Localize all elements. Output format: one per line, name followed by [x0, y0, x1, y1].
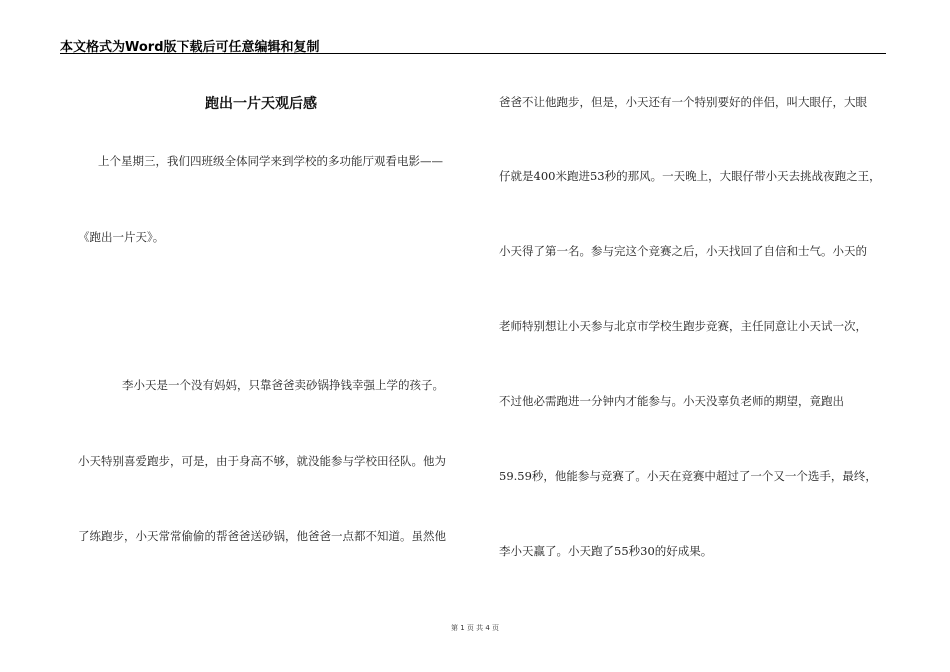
right-paragraph-line: 不过他必需跑进一分钟内才能参与。小天没辜负老师的期望，竟跑出	[499, 394, 844, 408]
article-title: 跑出一片天观后感	[205, 96, 317, 112]
header-divider	[60, 53, 886, 54]
right-paragraph-line: 仔就是400米跑进53秒的那风。一天晚上，大眼仔带小天去挑战夜跑之王，	[499, 169, 881, 183]
right-paragraph-line: 爸爸不让他跑步，但是，小天还有一个特别要好的伴侣，叫大眼仔，大眼	[499, 95, 867, 109]
left-paragraph-line: 上个星期三，我们四班级全体同学来到学校的多功能厅观看电影——	[98, 154, 443, 168]
page-footer: 第 1 页 共 4 页	[450, 624, 500, 632]
document-header: 本文格式为Word版下载后可任意编辑和复制	[60, 40, 320, 55]
left-paragraph-line: 小天特别喜爱跑步，可是，由于身高不够，就没能参与学校田径队。他为	[78, 454, 446, 468]
right-paragraph-line: 李小天赢了。小天跑了55秒30的好成果。	[499, 544, 713, 558]
right-paragraph-line: 小天得了第一名。参与完这个竞赛之后，小天找回了自信和士气。小天的	[499, 244, 867, 258]
left-paragraph-line: 李小天是一个没有妈妈，只靠爸爸卖砂锅挣钱幸强上学的孩子。	[122, 378, 444, 392]
left-paragraph-line: 了练跑步，小天常常偷偷的帮爸爸送砂锅，他爸爸一点都不知道。虽然他	[78, 529, 446, 543]
right-paragraph-line: 59.59秒，他能参与竞赛了。小天在竞赛中超过了一个又一个选手，最终，	[499, 469, 877, 483]
left-paragraph-line: 《跑出一片天》。	[78, 230, 165, 244]
right-paragraph-line: 老师特别想让小天参与北京市学校生跑步竞赛，主任同意让小天试一次，	[499, 319, 867, 333]
